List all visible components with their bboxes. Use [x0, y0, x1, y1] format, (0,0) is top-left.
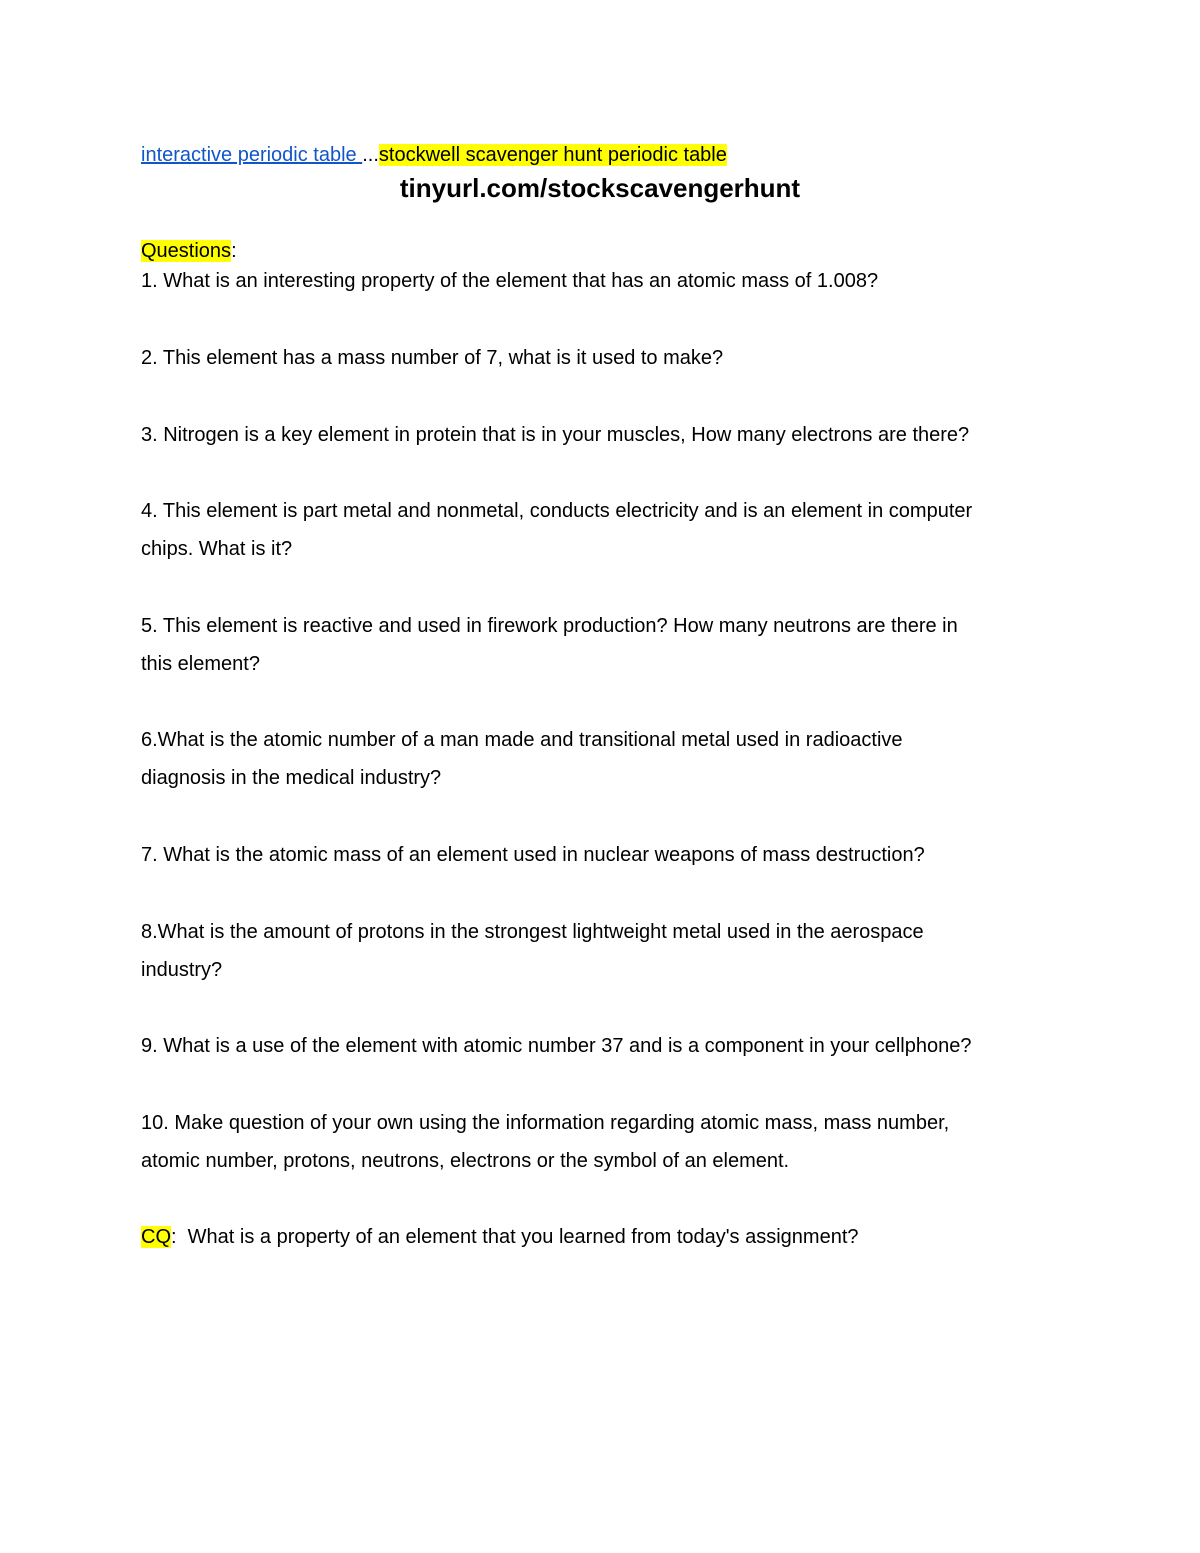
scavenger-hunt-highlight: stockwell scavenger hunt periodic table	[378, 144, 727, 166]
question-6-line-2: diagnosis in the medical industry?	[141, 767, 442, 789]
header-separator: ...	[362, 144, 379, 166]
question-8-line-1: 8.What is the amount of protons in the strongest lightweight metal used in the aerospace	[141, 921, 924, 943]
question-8-line-2: industry?	[141, 959, 223, 981]
questions-heading-label: Questions	[141, 240, 232, 262]
closing-question	[141, 1225, 859, 1249]
question-7: 7. What is the atomic mass of an element used in nuclear weapons of mass destruction?	[141, 844, 925, 866]
interactive-periodic-table-link[interactable]: interactive periodic table	[141, 144, 363, 166]
question-5-line-2: this element?	[141, 653, 260, 675]
question-6-line-1: 6.What is the atomic number of a man made and transitional metal used in radioactive	[141, 729, 903, 751]
questions-heading-colon: :	[231, 240, 237, 262]
question-2: 2. This element has a mass number of 7, what is it used to make?	[141, 347, 724, 369]
question-4-line-1: 4. This element is part metal and nonmetal, conducts electricity and is an element in computer	[141, 500, 973, 522]
question-3: 3. Nitrogen is a key element in protein that is in your muscles, How many electrons are there?	[141, 424, 970, 446]
cq-label: CQ	[141, 1226, 171, 1248]
question-9: 9. What is a use of the element with atomic number 37 and is a component in your cellphone?	[141, 1035, 972, 1057]
cq-text: What is a property of an element that you learned from today's assignment?	[176, 1226, 859, 1248]
question-10-line-1: 10. Make question of your own using the information regarding atomic mass, mass number,	[141, 1112, 950, 1134]
page-title: tinyurl.com/stockscavengerhunt	[399, 173, 801, 203]
questions-heading	[141, 239, 237, 263]
question-4-line-2: chips. What is it?	[141, 538, 293, 560]
header-line	[141, 143, 727, 167]
question-5-line-1: 5. This element is reactive and used in firework production? How many neutrons are there in	[141, 615, 958, 637]
cq-colon: :	[171, 1226, 177, 1248]
question-1: 1. What is an interesting property of the element that has an atomic mass of 1.008?	[141, 270, 879, 292]
question-10-line-2: atomic number, protons, neutrons, electrons or the symbol of an element.	[141, 1150, 790, 1172]
